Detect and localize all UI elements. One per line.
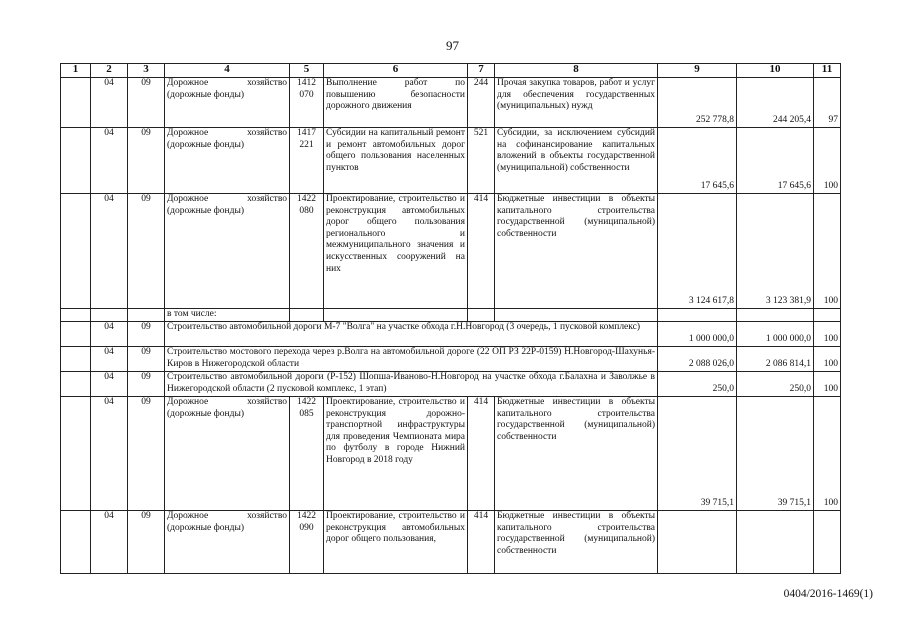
cell-expense-code: 521 xyxy=(468,128,495,194)
cell-expense-name: Бюджетные инвестиции в объекты капитального строительства государственной (муниципальной) собственности xyxy=(495,511,658,574)
col-header: 6 xyxy=(324,64,468,78)
cell-executed: 17 645,6 xyxy=(737,128,814,194)
cell-col1 xyxy=(61,78,91,128)
cell-percent: 100 xyxy=(814,128,841,194)
table-row xyxy=(61,78,841,128)
cell-section: 04 xyxy=(91,372,128,397)
col-header: 7 xyxy=(468,64,495,78)
col-header: 5 xyxy=(290,64,324,78)
cell-planned: 250,0 xyxy=(658,372,737,397)
table-row xyxy=(61,347,841,372)
document-code: 0404/2016-1469(1) xyxy=(783,588,873,600)
cell-target-name: Проектирование, строительство и реконструкция автомобильных дорог общего пользования регионального и межмуниципального значения и искусственных сооружений на них xyxy=(324,194,468,309)
cell-section: 04 xyxy=(91,347,128,372)
cell-name: Дорожное хозяйство (дорожные фонды) xyxy=(165,194,290,309)
cell-subsection: 09 xyxy=(128,322,165,347)
cell-target-name: Субсидии на капитальный ремонт и ремонт автомобильных дорог общего пользования населенных пунктов xyxy=(324,128,468,194)
cell-planned: 3 124 617,8 xyxy=(658,194,737,309)
cell-target-code: 1417 221 xyxy=(290,128,324,194)
table-row xyxy=(61,194,841,309)
cell-section: 04 xyxy=(91,194,128,309)
cell-expense-name: Субсидии, за исключением субсидий на софинансирование капитальных вложений в объекты государственной (муниципальной) собственности xyxy=(495,128,658,194)
cell-expense-code: 244 xyxy=(468,78,495,128)
budget-table xyxy=(60,63,841,574)
col-header: 2 xyxy=(91,64,128,78)
cell-percent xyxy=(814,511,841,574)
cell-percent: 100 xyxy=(814,347,841,372)
cell-target-name: Выполнение работ по повышению безопасности дорожного движения xyxy=(324,78,468,128)
cell-project-name: Строительство автомобильной дороги М-7 "Волга" на участке обхода г.Н.Новгород (3 очередь, 1 пусковой комплекс) xyxy=(165,322,658,347)
cell-col1 xyxy=(61,128,91,194)
cell-planned: 1 000 000,0 xyxy=(658,322,737,347)
col-header: 3 xyxy=(128,64,165,78)
col-header: 11 xyxy=(814,64,841,78)
cell-planned xyxy=(658,511,737,574)
cell-project-name: Строительство мостового перехода через р.Волга на автомобильной дороге (22 ОП РЗ 22Р-0159) Н.Новгород-Шахунья-Киров в Нижегородской области xyxy=(165,347,658,372)
cell-col1 xyxy=(61,194,91,309)
cell-target-code: 1412 070 xyxy=(290,78,324,128)
column-header-row xyxy=(61,64,841,78)
cell-name: Дорожное хозяйство (дорожные фонды) xyxy=(165,511,290,574)
cell-percent: 100 xyxy=(814,322,841,347)
cell-executed: 250,0 xyxy=(737,372,814,397)
cell-planned: 39 715,1 xyxy=(658,397,737,511)
table-row-label xyxy=(61,309,841,322)
cell-planned: 252 778,8 xyxy=(658,78,737,128)
col-header: 1 xyxy=(61,64,91,78)
cell-expense-code: 414 xyxy=(468,397,495,511)
cell-subsection: 09 xyxy=(128,78,165,128)
cell-percent: 100 xyxy=(814,194,841,309)
cell-target-code: 1422 090 xyxy=(290,511,324,574)
cell-project-name: Строительство автомобильной дороги (Р-152) Шопша-Иваново-Н.Новгород на участке обхода г.Балахна и Заволжье в Нижегородской области (2 пусковой комплекс, 1 этап) xyxy=(165,372,658,397)
col-header: 9 xyxy=(658,64,737,78)
table-row xyxy=(61,322,841,347)
cell-subsection: 09 xyxy=(128,347,165,372)
cell-target-code: 1422 085 xyxy=(290,397,324,511)
col-header: 8 xyxy=(495,64,658,78)
cell-subsection: 09 xyxy=(128,372,165,397)
table-row xyxy=(61,397,841,511)
page-number: 97 xyxy=(446,38,459,53)
cell-subsection: 09 xyxy=(128,128,165,194)
cell-planned: 2 088 026,0 xyxy=(658,347,737,372)
cell-name: Дорожное хозяйство (дорожные фонды) xyxy=(165,78,290,128)
cell-name: Дорожное хозяйство (дорожные фонды) xyxy=(165,397,290,511)
cell-planned: 17 645,6 xyxy=(658,128,737,194)
cell-expense-name: Бюджетные инвестиции в объекты капитального строительства государственной (муниципальной) собственности xyxy=(495,194,658,309)
cell-col1 xyxy=(61,511,91,574)
cell-target-name: Проектирование, строительство и реконструкция дорожно-транспортной инфраструктуры для проведения Чемпионата мира по футболу в городе Нижний Новгород в 2018 году xyxy=(324,397,468,511)
cell-section: 04 xyxy=(91,78,128,128)
cell-section: 04 xyxy=(91,322,128,347)
cell-subsection: 09 xyxy=(128,397,165,511)
cell-percent: 100 xyxy=(814,397,841,511)
cell-name: Дорожное хозяйство (дорожные фонды) xyxy=(165,128,290,194)
including-label: в том числе: xyxy=(165,309,290,322)
cell-subsection: 09 xyxy=(128,194,165,309)
cell-executed: 39 715,1 xyxy=(737,397,814,511)
cell-subsection: 09 xyxy=(128,511,165,574)
cell-section: 04 xyxy=(91,128,128,194)
cell-expense-name: Бюджетные инвестиции в объекты капитального строительства государственной (муниципальной) собственности xyxy=(495,397,658,511)
col-header: 4 xyxy=(165,64,290,78)
cell-executed xyxy=(737,511,814,574)
cell-target-name: Проектирование, строительство и реконструкция автомобильных дорог общего пользования, xyxy=(324,511,468,574)
cell-percent: 97 xyxy=(814,78,841,128)
cell-executed: 3 123 381,9 xyxy=(737,194,814,309)
table-row xyxy=(61,372,841,397)
cell-section: 04 xyxy=(91,397,128,511)
cell-expense-name: Прочая закупка товаров, работ и услуг для обеспечения государственных (муниципальных) нужд xyxy=(495,78,658,128)
cell-executed: 2 086 814,1 xyxy=(737,347,814,372)
col-header: 10 xyxy=(737,64,814,78)
cell-col1 xyxy=(61,397,91,511)
table-row xyxy=(61,128,841,194)
cell-expense-code: 414 xyxy=(468,511,495,574)
cell-executed: 244 205,4 xyxy=(737,78,814,128)
table-row xyxy=(61,511,841,574)
cell-percent: 100 xyxy=(814,372,841,397)
cell-target-code: 1422 080 xyxy=(290,194,324,309)
cell-expense-code: 414 xyxy=(468,194,495,309)
cell-section: 04 xyxy=(91,511,128,574)
cell-executed: 1 000 000,0 xyxy=(737,322,814,347)
